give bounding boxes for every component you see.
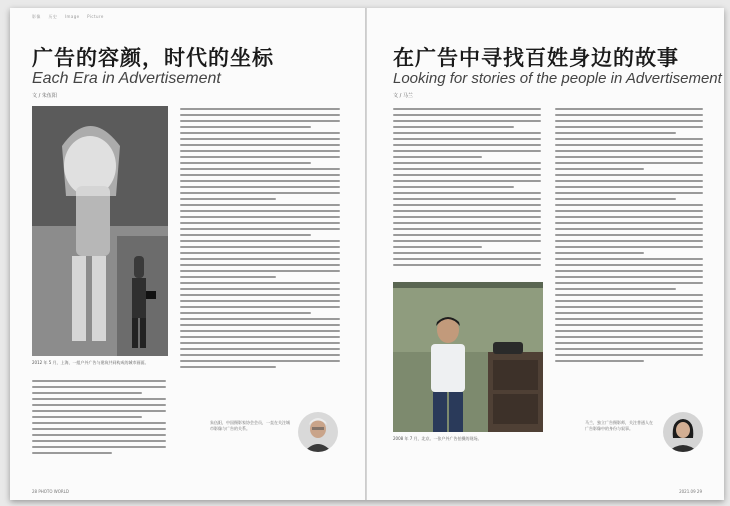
left-page	[10, 8, 365, 500]
left-column-1-lower	[32, 380, 166, 458]
nav-item: Picture	[87, 14, 104, 19]
left-column-2	[180, 108, 340, 372]
nav-item: 影像	[32, 14, 41, 19]
top-nav	[32, 14, 110, 20]
left-folio: 28 PHOTO WORLD	[32, 489, 69, 494]
right-title: 在广告中寻找百姓身边的故事	[393, 45, 679, 70]
left-byline: 文 / 朱伍阳	[32, 93, 57, 99]
right-folio: 2021.09 29	[679, 489, 702, 494]
left-author-avatar	[298, 412, 338, 452]
left-photo-caption: 2012 年 5 月，上海，一组户外广告与建筑共同构成的城市画面。	[32, 360, 149, 365]
left-title: 广告的容颜，时代的坐标	[32, 45, 274, 70]
right-column-1-upper	[393, 108, 541, 270]
right-byline: 文 / 马兰	[393, 93, 413, 99]
magazine-spread	[10, 8, 724, 500]
right-author-bio: 马兰，独立广告摄影师，关注普通人在广告影像中的身份与叙事。	[585, 420, 653, 431]
right-subtitle: Looking for stories of the people in Advertisement	[393, 70, 722, 87]
man-at-desk-photo	[393, 282, 543, 432]
nav-item: Image	[64, 14, 80, 19]
right-page	[367, 8, 724, 500]
right-column-2	[555, 108, 703, 366]
nav-item: 历史	[48, 14, 58, 19]
left-subtitle: Each Era in Advertisement	[32, 70, 221, 87]
right-author-avatar	[663, 412, 703, 452]
left-author-bio: 朱伍阳，中国摄影家协会会员，一直在关注城市影像与广告的关系。	[210, 420, 290, 431]
right-photo-caption: 2008 年 7 月，北京。一张户外广告拍摄的现场。	[393, 436, 482, 441]
model-ad-photo	[32, 106, 168, 356]
